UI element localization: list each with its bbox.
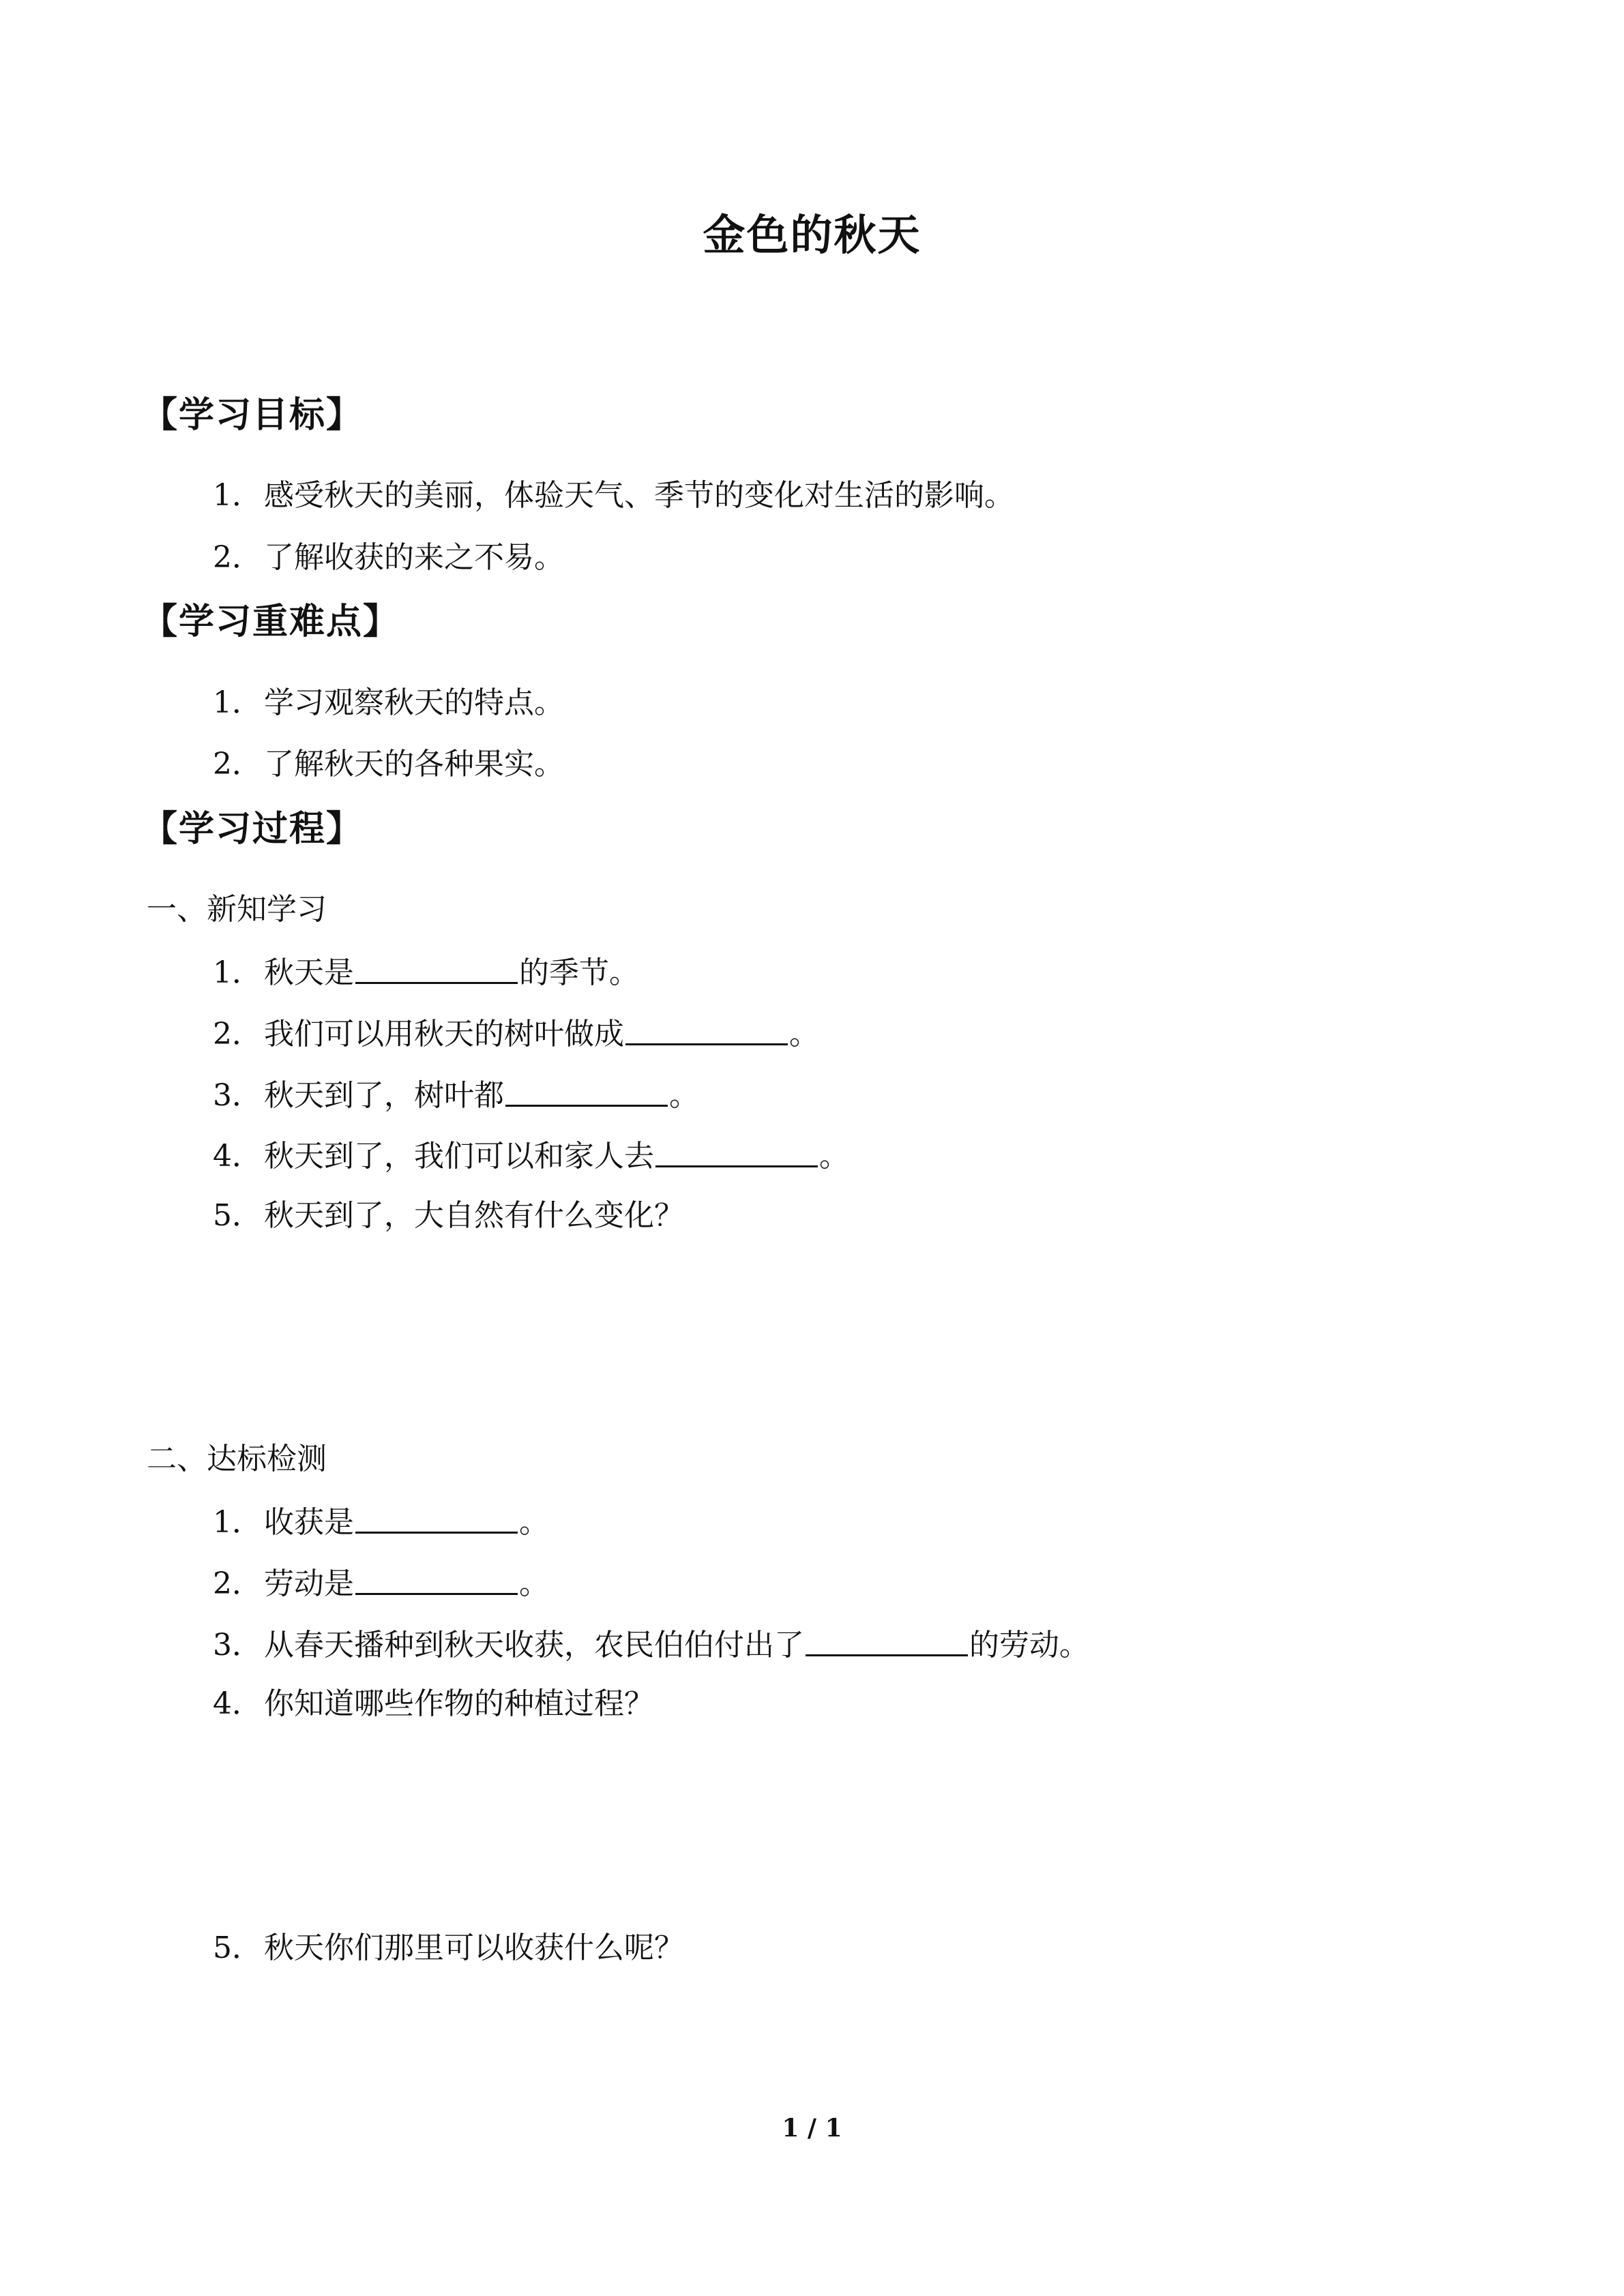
item-number: 2． <box>213 1566 262 1601</box>
open-question <box>213 1195 684 1236</box>
item-number: 1． <box>213 685 262 720</box>
item-number: 1． <box>213 478 262 513</box>
question-text-before: 收获是 <box>264 1505 354 1540</box>
answer-blank[interactable] <box>505 1075 668 1107</box>
question-text-after: 。 <box>519 1505 549 1540</box>
question-text: 秋天你们那里可以收获什么呢？ <box>264 1930 684 1965</box>
answer-blank[interactable] <box>806 1624 968 1656</box>
keypoint-item <box>213 744 564 785</box>
question-text-before: 我们可以用秋天的树叶做成 <box>264 1017 624 1052</box>
question-text-before: 秋天是 <box>264 955 354 990</box>
question-text-before: 劳动是 <box>264 1566 354 1601</box>
fill-blank-question <box>213 1623 1089 1666</box>
page-number: 1 / 1 <box>782 2114 842 2143</box>
item-number: 2． <box>213 1017 262 1052</box>
item-number: 2． <box>213 747 262 781</box>
question-text-before: 从春天播种到秋天收获，农民伯伯付出了 <box>264 1628 804 1663</box>
item-number: 4． <box>213 1139 262 1174</box>
section-heading-process: 【学习过程】 <box>142 809 364 850</box>
item-number: 1． <box>213 1505 262 1540</box>
item-number: 1． <box>213 955 262 990</box>
item-number: 5． <box>213 1930 262 1965</box>
question-text-after: 。 <box>669 1078 699 1113</box>
question-text-before: 秋天到了，树叶都 <box>264 1078 504 1113</box>
section-heading-goals: 【学习目标】 <box>142 395 364 436</box>
goal-item <box>213 475 1014 516</box>
answer-blank[interactable] <box>625 1013 788 1045</box>
section-heading-keypoints: 【学习重难点】 <box>142 601 400 642</box>
item-text: 学习观察秋天的特点。 <box>264 685 564 720</box>
fill-blank-question <box>213 1562 549 1605</box>
question-text-after: 。 <box>789 1017 819 1052</box>
open-question <box>213 1684 654 1725</box>
question-text-after: 的季节。 <box>519 955 639 990</box>
question-text-after: 。 <box>519 1566 549 1601</box>
question-text: 你知道哪些作物的种植过程？ <box>264 1686 654 1721</box>
goal-item <box>213 537 564 578</box>
fill-blank-question <box>213 1073 699 1116</box>
answer-blank[interactable] <box>655 1135 818 1167</box>
fill-blank-question <box>213 951 639 994</box>
item-text: 了解秋天的各种果实。 <box>264 747 564 781</box>
answer-blank[interactable] <box>355 1563 518 1595</box>
question-text-after: 。 <box>819 1139 849 1174</box>
fill-blank-question <box>213 1134 849 1177</box>
item-number: 3． <box>213 1628 262 1663</box>
fill-blank-question <box>213 1500 549 1543</box>
open-question <box>213 1928 684 1969</box>
answer-blank[interactable] <box>355 952 518 984</box>
answer-blank[interactable] <box>355 1502 518 1534</box>
item-number: 3． <box>213 1078 262 1113</box>
item-text: 了解收获的来之不易。 <box>264 540 564 575</box>
fill-blank-question <box>213 1012 819 1055</box>
document-title: 金色的秋天 <box>703 210 921 260</box>
question-text: 秋天到了，大自然有什么变化？ <box>264 1198 684 1233</box>
item-number: 5． <box>213 1198 262 1233</box>
question-text-after: 的劳动。 <box>969 1628 1089 1663</box>
item-text: 感受秋天的美丽，体验天气、季节的变化对生活的影响。 <box>264 478 1014 513</box>
question-text-before: 秋天到了，我们可以和家人去 <box>264 1139 654 1174</box>
subsection-heading-assessment: 二、达标检测 <box>147 1442 327 1476</box>
subsection-heading-new-knowledge: 一、新知学习 <box>147 892 327 927</box>
item-number: 2． <box>213 540 262 575</box>
keypoint-item <box>213 683 564 724</box>
item-number: 4． <box>213 1686 262 1721</box>
